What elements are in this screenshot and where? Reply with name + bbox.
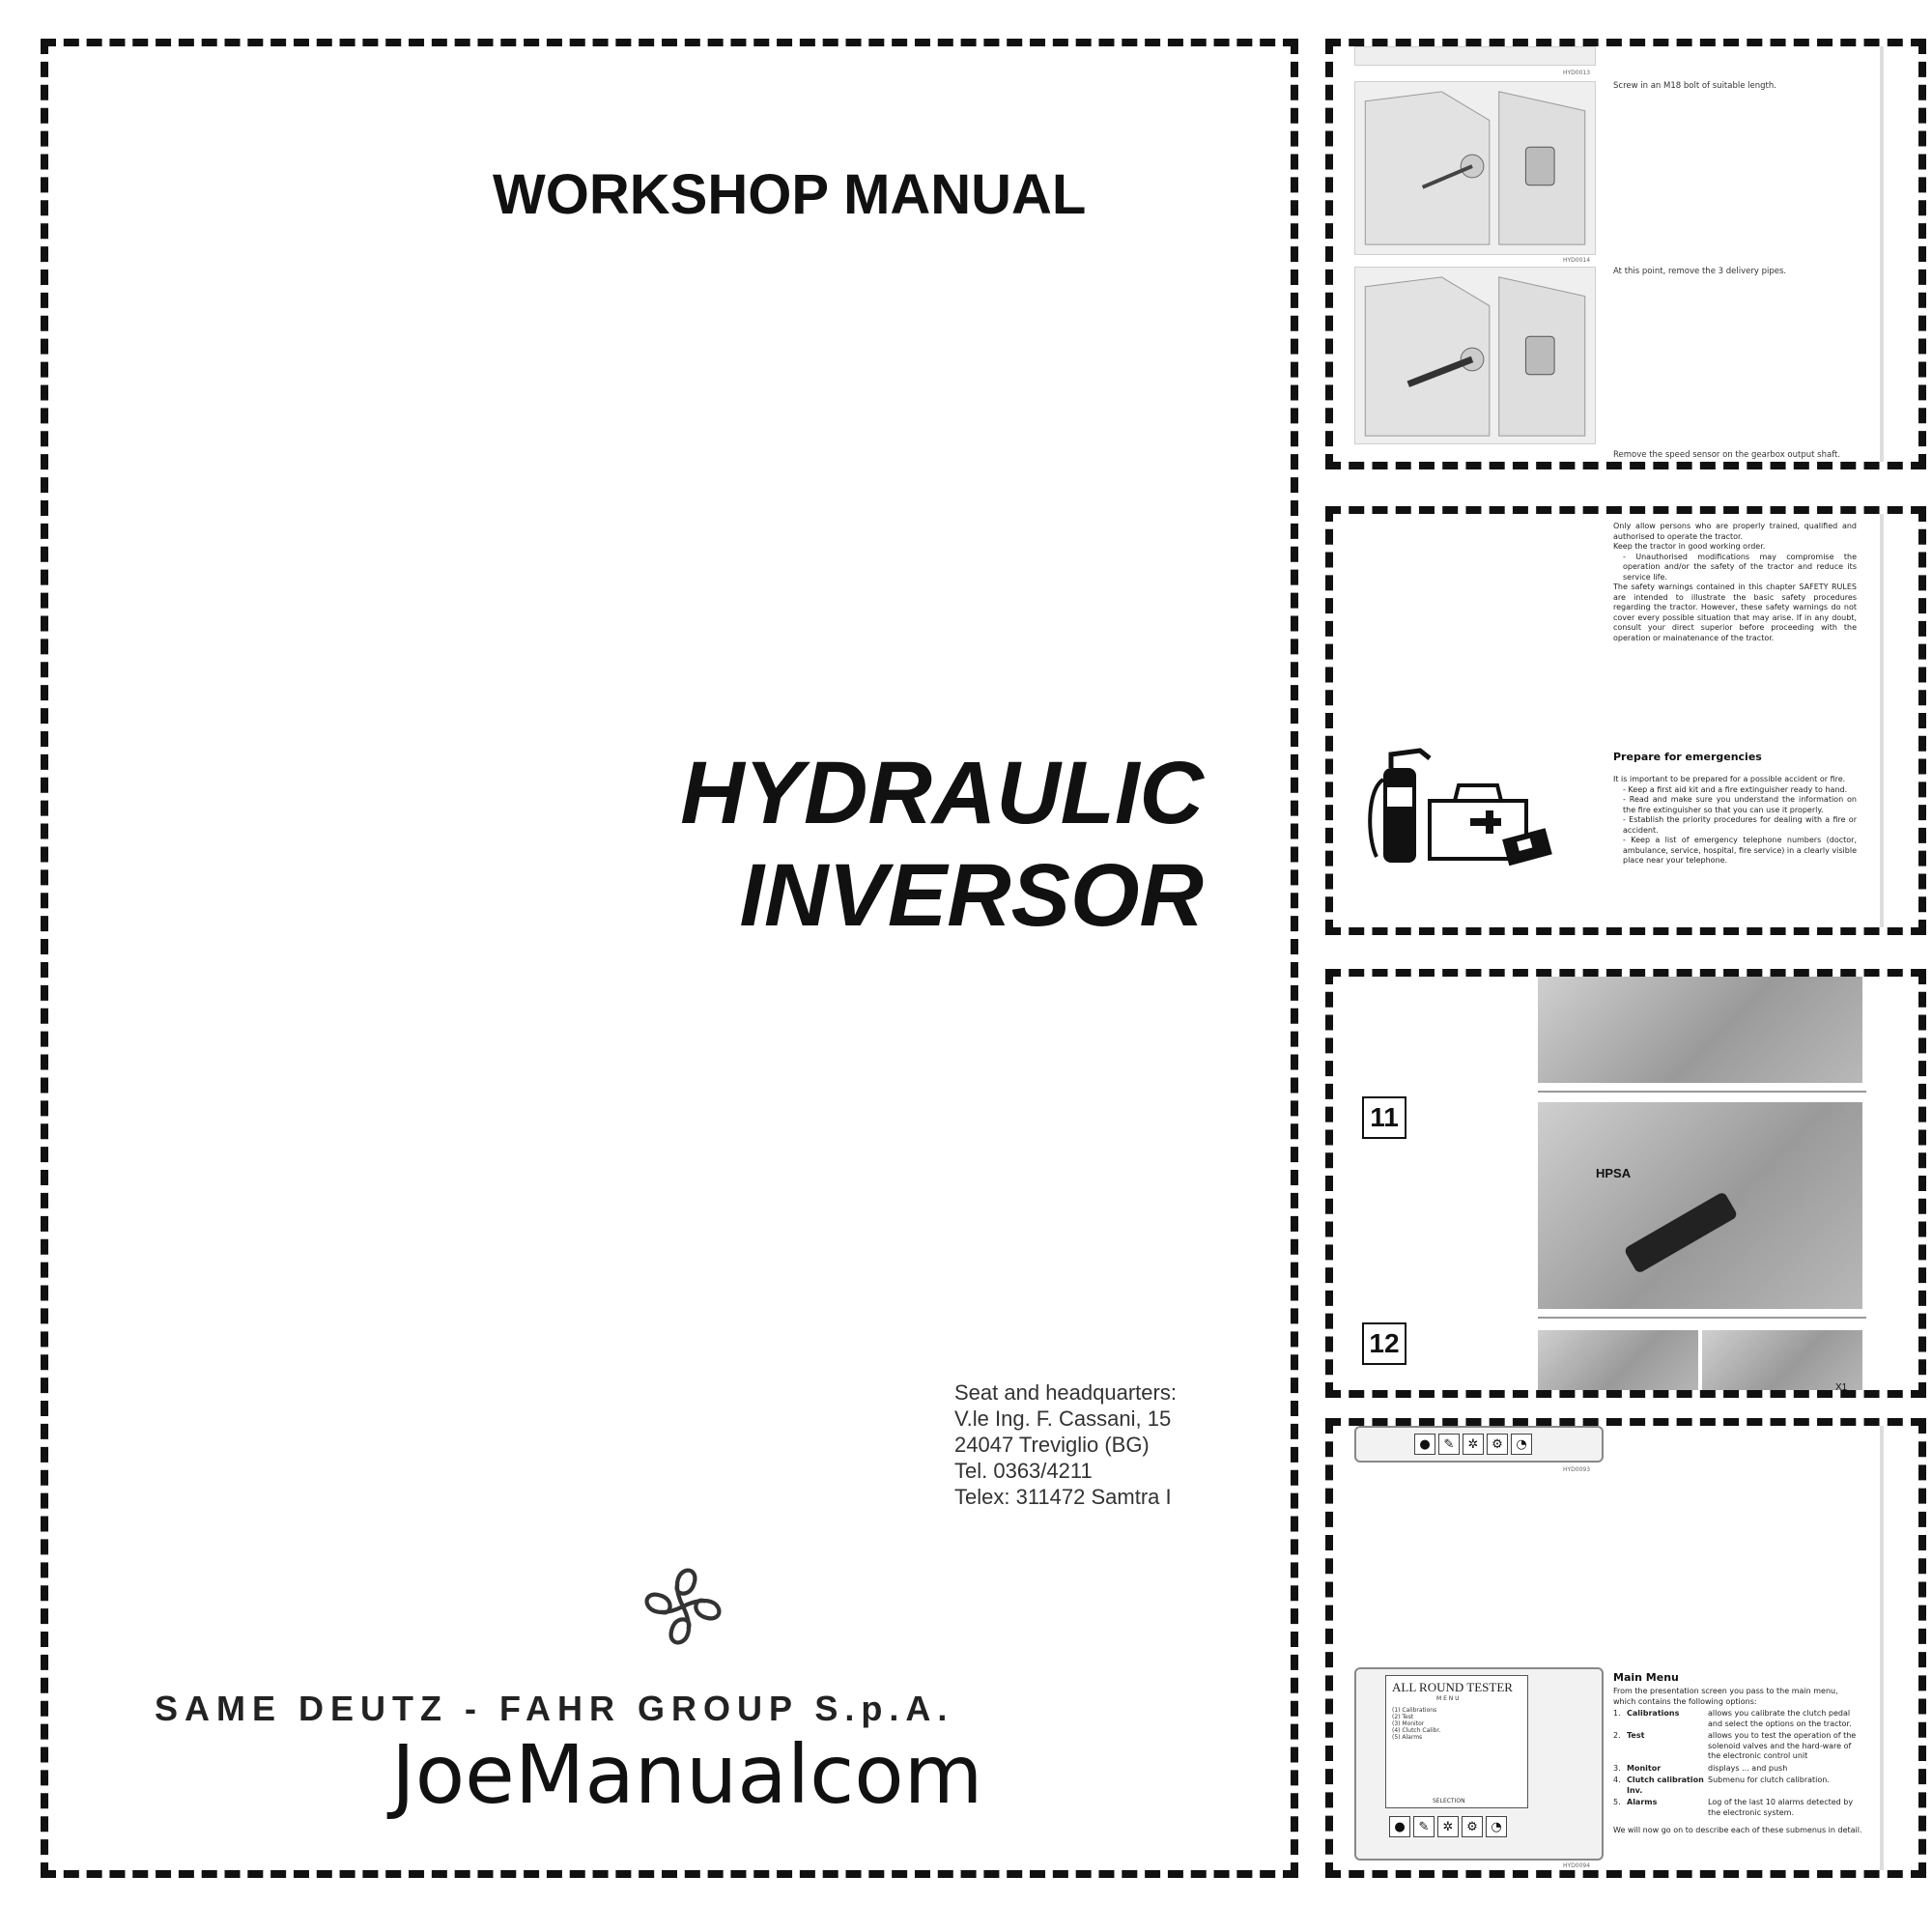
address-line: V.le Ing. F. Cassani, 15 — [954, 1406, 1172, 1431]
emergency-bullets — [1613, 775, 1857, 867]
bullet-item: - Unauthorised modifications may compromise the operation and/or the safety of the tractor and reduce its service life. — [1623, 552, 1857, 582]
option-name: Test — [1627, 1731, 1645, 1740]
page-thumbnail-tester-menu[interactable] — [1325, 1418, 1926, 1878]
bullet-item: - Read and make sure you understand the information on the fire extinguisher so that you can use it properly. — [1623, 795, 1857, 814]
bomb-icon: ● — [1389, 1816, 1410, 1837]
manual-title: WORKSHOP MANUAL — [493, 163, 1087, 226]
gauge-icon: ◔ — [1486, 1816, 1507, 1837]
tester-menu-label: M E N U — [1436, 1695, 1460, 1702]
tester-title: ALL ROUND TESTER — [1392, 1680, 1513, 1694]
watermark-text: JoeManualcom — [391, 1727, 983, 1822]
tester-selection: SELECTION — [1433, 1798, 1465, 1804]
bomb-icon: ● — [1414, 1434, 1435, 1455]
gear-icon: ⚙ — [1487, 1434, 1508, 1455]
figure-id: HYD0013 — [1563, 70, 1591, 76]
photo-label: HPSA — [1596, 1166, 1632, 1180]
figure-id: HYD0014 — [1563, 257, 1591, 264]
intro-text: From the presentation screen you pass to the main menu, which contains the following options: — [1613, 1687, 1838, 1706]
option-desc: displays ... and push — [1708, 1763, 1788, 1773]
divider — [1538, 1091, 1866, 1093]
bullet-item: The safety warnings contained in this chapter SAFETY RULES are intended to illustrate the basic safety procedures regarding the tractor. However, these safety warnings do not cover every possible situation that may arise. If in any doubt, consult your direct superior before proceeding with the operation or mainatenance of the tractor. — [1613, 582, 1857, 642]
tester-menu-list — [1392, 1707, 1440, 1741]
company-address — [954, 1379, 1177, 1510]
cover-page — [41, 39, 1298, 1878]
option-desc: allows you calibrate the clutch pedal and select the options on the tractor. — [1708, 1709, 1852, 1728]
option-desc: Log of the last 10 alarms detected by the electronic system. — [1708, 1798, 1854, 1817]
divider — [1538, 1317, 1866, 1319]
tester-screen — [1385, 1675, 1528, 1808]
outro-text: We will now go on to describe each of these submenus in detail. — [1613, 1826, 1862, 1834]
page-thumbnail-safety[interactable] — [1325, 506, 1926, 935]
option-name: Monitor — [1627, 1763, 1662, 1773]
figure-id: HYD0094 — [1563, 1862, 1591, 1869]
pen-icon: ✎ — [1438, 1434, 1460, 1455]
option-number: 3. — [1613, 1763, 1621, 1773]
manual-subtitle — [680, 742, 1204, 947]
bullet-item: - Establish the priority procedures for dealing with a fire or accident. — [1623, 815, 1857, 835]
gauge-icon: ◔ — [1511, 1434, 1532, 1455]
gearbox-pipe-figure — [1354, 267, 1596, 444]
company-logo-icon — [632, 1555, 734, 1658]
company-name: SAME DEUTZ - FAHR GROUP S.p.A. — [155, 1689, 954, 1728]
section-heading: Prepare for emergencies — [1613, 751, 1762, 763]
bullet-item: It is important to be prepared for a possible accident or fire. — [1613, 775, 1846, 783]
address-line: 24047 Treviglio (BG) — [954, 1433, 1150, 1457]
menu-option — [1613, 1776, 1862, 1796]
bullet-item: Only allow persons who are properly trained, qualified and authorised to operate the tractor. — [1613, 522, 1857, 541]
fire-extinguisher-first-aid-icon — [1362, 741, 1555, 867]
subtitle-line-1: HYDRAULIC — [680, 744, 1204, 842]
connector-photo — [1538, 1330, 1698, 1398]
fan-icon: ✲ — [1437, 1816, 1459, 1837]
tester-buttons — [1389, 1816, 1507, 1837]
option-desc: Submenu for clutch calibration. — [1708, 1776, 1830, 1784]
page-edge — [1880, 46, 1884, 462]
page-edge — [1880, 1426, 1884, 1872]
page-thumbnail-photos[interactable] — [1325, 969, 1926, 1398]
fan-icon: ✲ — [1463, 1434, 1484, 1455]
option-name: Alarms — [1627, 1798, 1658, 1806]
page-edge — [1880, 514, 1884, 929]
menu-option — [1613, 1798, 1862, 1818]
option-name: Clutch calibration Inv. — [1627, 1776, 1704, 1795]
safety-bullets — [1613, 522, 1857, 643]
page-thumbnail-disassembly[interactable] — [1325, 39, 1926, 469]
option-desc: allows you to test the operation of the solenoid valves and the hard-ware of the electronic control unit — [1708, 1731, 1857, 1760]
address-line: Telex: 311472 Samtra I — [954, 1485, 1172, 1509]
tester-menu-item: (1) Calibrations — [1392, 1707, 1437, 1714]
option-number: 4. — [1613, 1776, 1621, 1784]
menu-option — [1613, 1731, 1862, 1762]
tester-menu-item: (4) Clutch Calibr. — [1392, 1727, 1441, 1734]
option-number: 2. — [1613, 1731, 1621, 1740]
tester-device — [1354, 1667, 1604, 1861]
step-text: Remove the speed sensor on the gearbox output shaft. — [1613, 450, 1841, 460]
gearbox-bolt-figure — [1354, 81, 1596, 255]
tester-menu-item: (5) Alarms — [1392, 1734, 1423, 1741]
bullet-item: - Keep a first aid kit and a fire extinguisher ready to hand. — [1623, 784, 1848, 794]
option-number: 5. — [1613, 1798, 1621, 1806]
subtitle-line-2: INVERSOR — [739, 846, 1204, 945]
section-heading: Main Menu — [1613, 1671, 1679, 1684]
tester-buttons — [1414, 1434, 1532, 1455]
bullet-item: - Keep a list of emergency telephone numbers (doctor, ambulance, service, hospital, fire service) in a clearly visible place near your telephone. — [1623, 836, 1857, 865]
photo-label: X1 — [1835, 1382, 1848, 1393]
step-text: Screw in an M18 bolt of suitable length. — [1613, 81, 1776, 91]
menu-option — [1613, 1709, 1862, 1729]
tester-device-top — [1354, 1426, 1604, 1463]
tester-menu-item: (3) Monitor — [1392, 1720, 1425, 1727]
figure-number: 11 — [1362, 1096, 1406, 1139]
menu-option — [1613, 1764, 1862, 1775]
figure-id: HYD0093 — [1563, 1466, 1591, 1473]
figure-sketch — [1354, 46, 1596, 66]
menu-description — [1613, 1687, 1862, 1836]
figure-number: 12 — [1362, 1322, 1406, 1365]
option-number: 1. — [1613, 1709, 1621, 1718]
option-name: Calibrations — [1627, 1709, 1680, 1718]
tester-menu-item: (2) Test — [1392, 1714, 1414, 1720]
gear-icon: ⚙ — [1462, 1816, 1483, 1837]
connector-photo — [1538, 977, 1862, 1083]
step-text: At this point, remove the 3 delivery pipes. — [1613, 267, 1787, 276]
bullet-item: Keep the tractor in good working order. — [1613, 542, 1766, 551]
address-line: Tel. 0363/4211 — [954, 1459, 1093, 1483]
pen-icon: ✎ — [1413, 1816, 1435, 1837]
address-line: Seat and headquarters: — [954, 1380, 1177, 1405]
